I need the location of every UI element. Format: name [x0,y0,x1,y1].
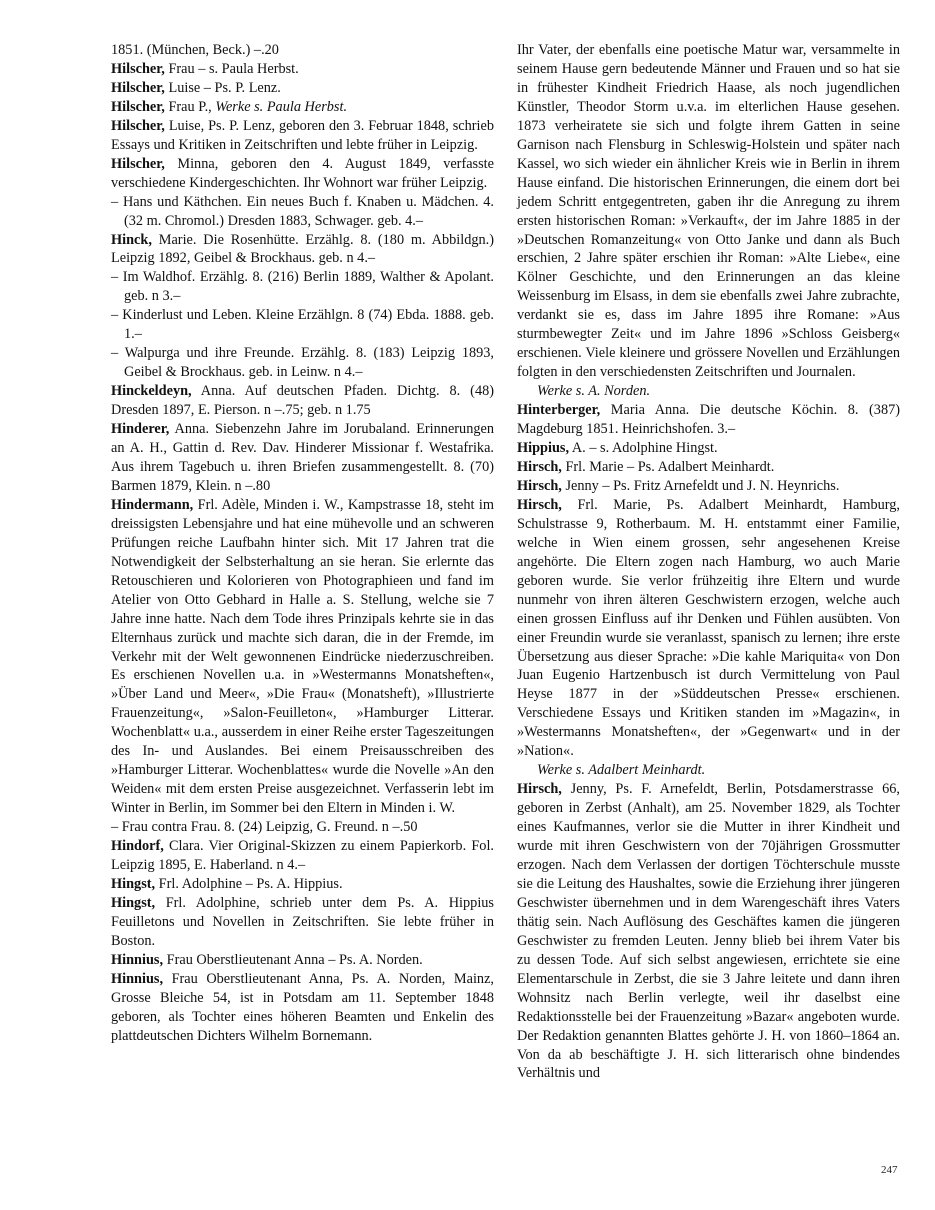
entry-headword: Hilscher, [111,60,165,77]
entry-headword: Hippius, [517,440,570,457]
entry [517,458,900,477]
entry-headword: Hilscher, [111,155,165,172]
entry-text: Jenny, Ps. F. Arnefeldt, Berlin, Potsdamerstrasse 66, geboren in Zerbst (Anhalt), am 25. November 1829, als Tochter eines Kaufmannes, verlor sie die Mutter in ihrer Kindheit und wurde mit ihren Geschwistern von der 70jährigen Grossmutter erzogen. Nach dem Verlassen der dortigen Töchterschule musste sie die Leitung des Haushaltes, sowie die Erziehung ihrer jüngeren Geschwister übernehmen und in dem Warengeschäft ihres Vaters thätig sein. Nach Auflösung des Geschäftes kamen die jüngeren Geschwister zu fremden Leuten. Jenny blieb bei ihrem Vater bis zu dessen Tode. Auf sich selbst angewiesen, errichtete sie eine Elementarschule in Zerbst, die sie 3 Jahre leitete und dann ihren Wohnsitz nach Berlin verlegte, weil ihr daselbst eine Redaktionsstelle bei der Frauenzeitung »Bazar« angeboten wurde. Der Redaktion genannten Blattes gehörte J. H. von 1860–1864 an. Von da ab beschäftigte J. H. sich litterarisch ohne bindendes Verhältnis und [517,781,900,1082]
entry-headword: Hinterberger, [517,402,601,419]
entry-headword: Hilscher, [111,79,165,96]
entry-headword: Hingst, [111,894,156,911]
entry [517,477,900,496]
entry-text: Jenny – Ps. Fritz Arnefeldt und J. N. Heynrichs. [561,477,840,494]
work-item: – Hans und Käthchen. Ein neues Buch f. Knaben u. Mädchen. 4. (32 m. Chromol.) Dresden 1883, Schwager. geb. 4.– [111,193,494,229]
work-item: – Walpurga und ihre Freunde. Erzählg. 8. (183) Leipzig 1893, Geibel & Brockhaus. geb. in Leinw. n 4.– [111,345,494,381]
entry [111,60,494,79]
entry-text: Frl. Adolphine – Ps. A. Hippius. [155,875,343,892]
work-item: – Im Waldhof. Erzählg. 8. (216) Berlin 1889, Walther & Apolant. geb. n 3.– [111,269,494,305]
entry-text: Luise – Ps. P. Lenz. [164,79,281,96]
entry-headword: Hirsch, [517,458,562,475]
entry-text: Minna, geboren den 4. August 1849, verfasste verschiedene Kindergeschichten. Ihr Wohnort war früher Leipzig. [111,155,494,191]
entry-headword: Hinnius, [111,970,164,987]
entry-headword: Hindermann, [111,496,194,513]
entry-text: Anna. Auf deutschen Pfaden. Dichtg. 8. (48) Dresden 1897, E. Pierson. n –.75; geb. n 1.75 [111,383,494,419]
entry-text: Frau Oberstlieutenant Anna – Ps. A. Norden. [163,951,423,968]
entry-text: A. – s. Adolphine Hingst. [569,440,718,457]
entry-headword: Hirsch, [517,781,562,798]
entry [111,155,494,193]
entry-headword: Hingst, [111,875,156,892]
entry [111,231,494,269]
entry [111,79,494,98]
entry-continuation: Ihr Vater, der ebenfalls eine poetische Matur war, versammelte in seinem Hause gern bedeutende Männer und Frauen und so hat sie in frühester Kindheit Friedrich Haase, als noch jugendlichen Künstler, Theodor Storm u.v.a. im elterlichen Hause gesehen. 1873 verheiratete sie sich und folgte ihrem Gatten in seine Garnison nach Flensburg in Schleswig-Holstein und später nach Kassel, wo sich wieder ein ähnlicher Kreis wie in Berlin in ihrem Hause einfand. Die historischen Erinnerungen, die einem dort bei jedem Schritt entgegentreten, gaben ihr die Anregung zu ihrem ersten historischen Roman: »Verkauft«, der im Jahre 1885 in der »Deutschen Romanzeitung« von Otto Janke und dann als Buch erschien, 2 Jahre später erschien ihr Roman: »Alte Liebe«, eine Kölner Geschichte, und den Erinnerungen an das kleine Weissenburg im Elsass, in dem sie ebenfalls zwei Jahre zubrachte, verdankt sie es, dass im Jahre 1895 ihre Romane: »Aus sturmbewegter Zeit« und im Jahre 1896 »Schloss Geisberg« erschienen. Viele kleinere und grössere Novellen und Erzählungen folgten in den verschiedensten Zeitschriften und Journalen. [517,42,900,381]
entry-headword: Hinnius, [111,951,164,968]
entry [111,98,494,117]
entry [111,496,494,818]
entry-headword: Hirsch, [517,477,562,494]
work-item: – Frau contra Frau. 8. (24) Leipzig, G. Freund. n –.50 [111,819,418,836]
entry-headword: Hinderer, [111,421,170,438]
entry-headword: Hindorf, [111,838,164,855]
entry-text: Frl. Marie – Ps. Adalbert Meinhardt. [561,458,775,475]
entry [111,951,494,970]
entry-headword: Hinckeldeyn, [111,383,192,400]
entry [517,496,900,761]
entry-text: Frl. Adolphine, schrieb unter dem Ps. A. Hippius Feuilletons und Novellen in Zeitschriften. Sie lebte früher in Boston. [111,894,494,949]
entry-text: Clara. Vier Original-Skizzen zu einem Papierkorb. Fol. Leipzig 1895, E. Haberland. n 4.– [111,838,494,873]
entry-headword: Hilscher, [111,98,165,115]
entry-text: Frl. Marie, Ps. Adalbert Meinhardt, Hamburg, Schulstrasse 9, Rotherbaum. M. H. entstammt einer Familie, welche in Wien einem grossen, sehr angesehenen Kreise angehörte. Die Eltern zogen nach Hamburg, wo auch Marie geboren wurde. Sie verlor frühzeitig ihre Eltern und wurde nunmehr von ihren älteren Geschwistern erzogen, welche auch einen grossen Einfluss auf ihr Denken und Fühlen ausübten. Von einer Freundin wurde sie veranlasst, spanisch zu lernen; ihre erste Übersetzung aus dieser Sprache: »Die kahle Mariquita« von Don Juan Eugenio Hartzenbusch ist durch Vermittelung von Paul Heyse 1877 in der »Süddeutschen Presse« erschienen. Verschiedene Essays und Kritiken standen im »Magazin«, in »Westermanns Monatsheften«, der »Gegenwart« und in der »Nation«. [517,496,900,760]
entry [111,382,494,420]
right-column [517,41,900,1083]
entry-works-reference: Werke s. Paula Herbst. [215,98,348,115]
entry [111,894,494,951]
entry [517,780,900,1083]
entry-text: Anna. Siebenzehn Jahre im Jorubaland. Erinnerungen an A. H., Gattin d. Rev. Dav. Hinderer Missionar f. Westafrika. Aus ihrem Tagebuch u. ihren Briefen zusammengestellt. 8. (70) Barmen 1879, Klein. n –.80 [111,421,494,494]
entry-text: Frl. Adèle, Minden i. W., Kampstrasse 18, steht im dreissigsten Lebensjahre und hat eine mühevolle und an schweren Prüfungen reiche Laufbahn hinter sich. Mit 17 Jahren trat die Notwendigkeit der Selbsterhaltung an sie heran. Sie erlernte das Retouschieren und Kolorieren von Photographieen und fand im Atelier von Otto Gebhard in Halle a. S. Stellung, welche sie 7 Jahre inne hatte. Nach dem Tode ihres Prinzipals kehrte sie in das Elternhaus zurück und machte sich daran, die in der Fremde, im Verkehr mit der Welt gewonnenen Eindrücke niederzuschreiben. Es erschienen Novellen u.a. in »Westermanns Monatsheften«, »Über Land und Meer«, »Die Frau« (Monatsheft), »Illustrierte Frauenzeitung«, »Salon-Feuilleton«, »Hamburger Litterar. Wochenblatt« u.a., ausserdem in einer Reihe erster Tageszeitungen des In- und Auslandes. Bei einem Preisausschreiben des »Hamburger Litterar. Wochenblattes« wurde die Novelle »An den Weiden« mit dem ersten Preise ausgezeichnet. Verfasserin lebt im Winter in Berlin, im Sommer bei den Eltern in Minden i. W. [111,496,494,817]
entry [111,837,494,875]
entry-works-reference: Werke s. A. Norden. [537,383,651,400]
entry-headword: Hinck, [111,231,152,248]
entry-text: Frau P., [164,98,216,115]
left-column [111,41,494,1046]
entry-headword: Hilscher, [111,117,165,134]
entry-text: Frau – s. Paula Herbst. [164,60,299,77]
entry-headword: Hirsch, [517,496,562,513]
page-number: 247 [881,1164,898,1176]
entry-text: Maria Anna. Die deutsche Köchin. 8. (387) Magdeburg 1851. Heinrichshofen. 3.– [517,402,900,438]
entry [111,970,494,1046]
entry [111,875,494,894]
entry [111,420,494,496]
entry [111,41,494,60]
entry-text: Frau Oberstlieutenant Anna, Ps. A. Norden, Mainz, Grosse Bleiche 54, ist in Potsdam am 11. September 1848 geboren, als Tochter eines höheren Beamten und Enkelin des plattdeutschen Dichters Wilhelm Bornemann. [111,970,494,1044]
entry-text: 1851. (München, Beck.) –.20 [111,42,279,58]
entry-text: Marie. Die Rosenhütte. Erzählg. 8. (180 m. Abbildgn.) Leipzig 1892, Geibel & Brockhaus. geb. n 4.– [111,231,494,267]
entry-works-reference: Werke s. Adalbert Meinhardt. [537,762,706,779]
entry [517,401,900,439]
entry [111,117,494,155]
entry [517,439,900,458]
entry-text: Luise, Ps. P. Lenz, geboren den 3. Februar 1848, schrieb Essays und Kritiken in Zeitschriften und lebte früher in Leipzig. [111,117,494,153]
work-item: – Kinderlust und Leben. Kleine Erzählgn. 8 (74) Ebda. 1888. geb. 1.– [111,307,494,343]
